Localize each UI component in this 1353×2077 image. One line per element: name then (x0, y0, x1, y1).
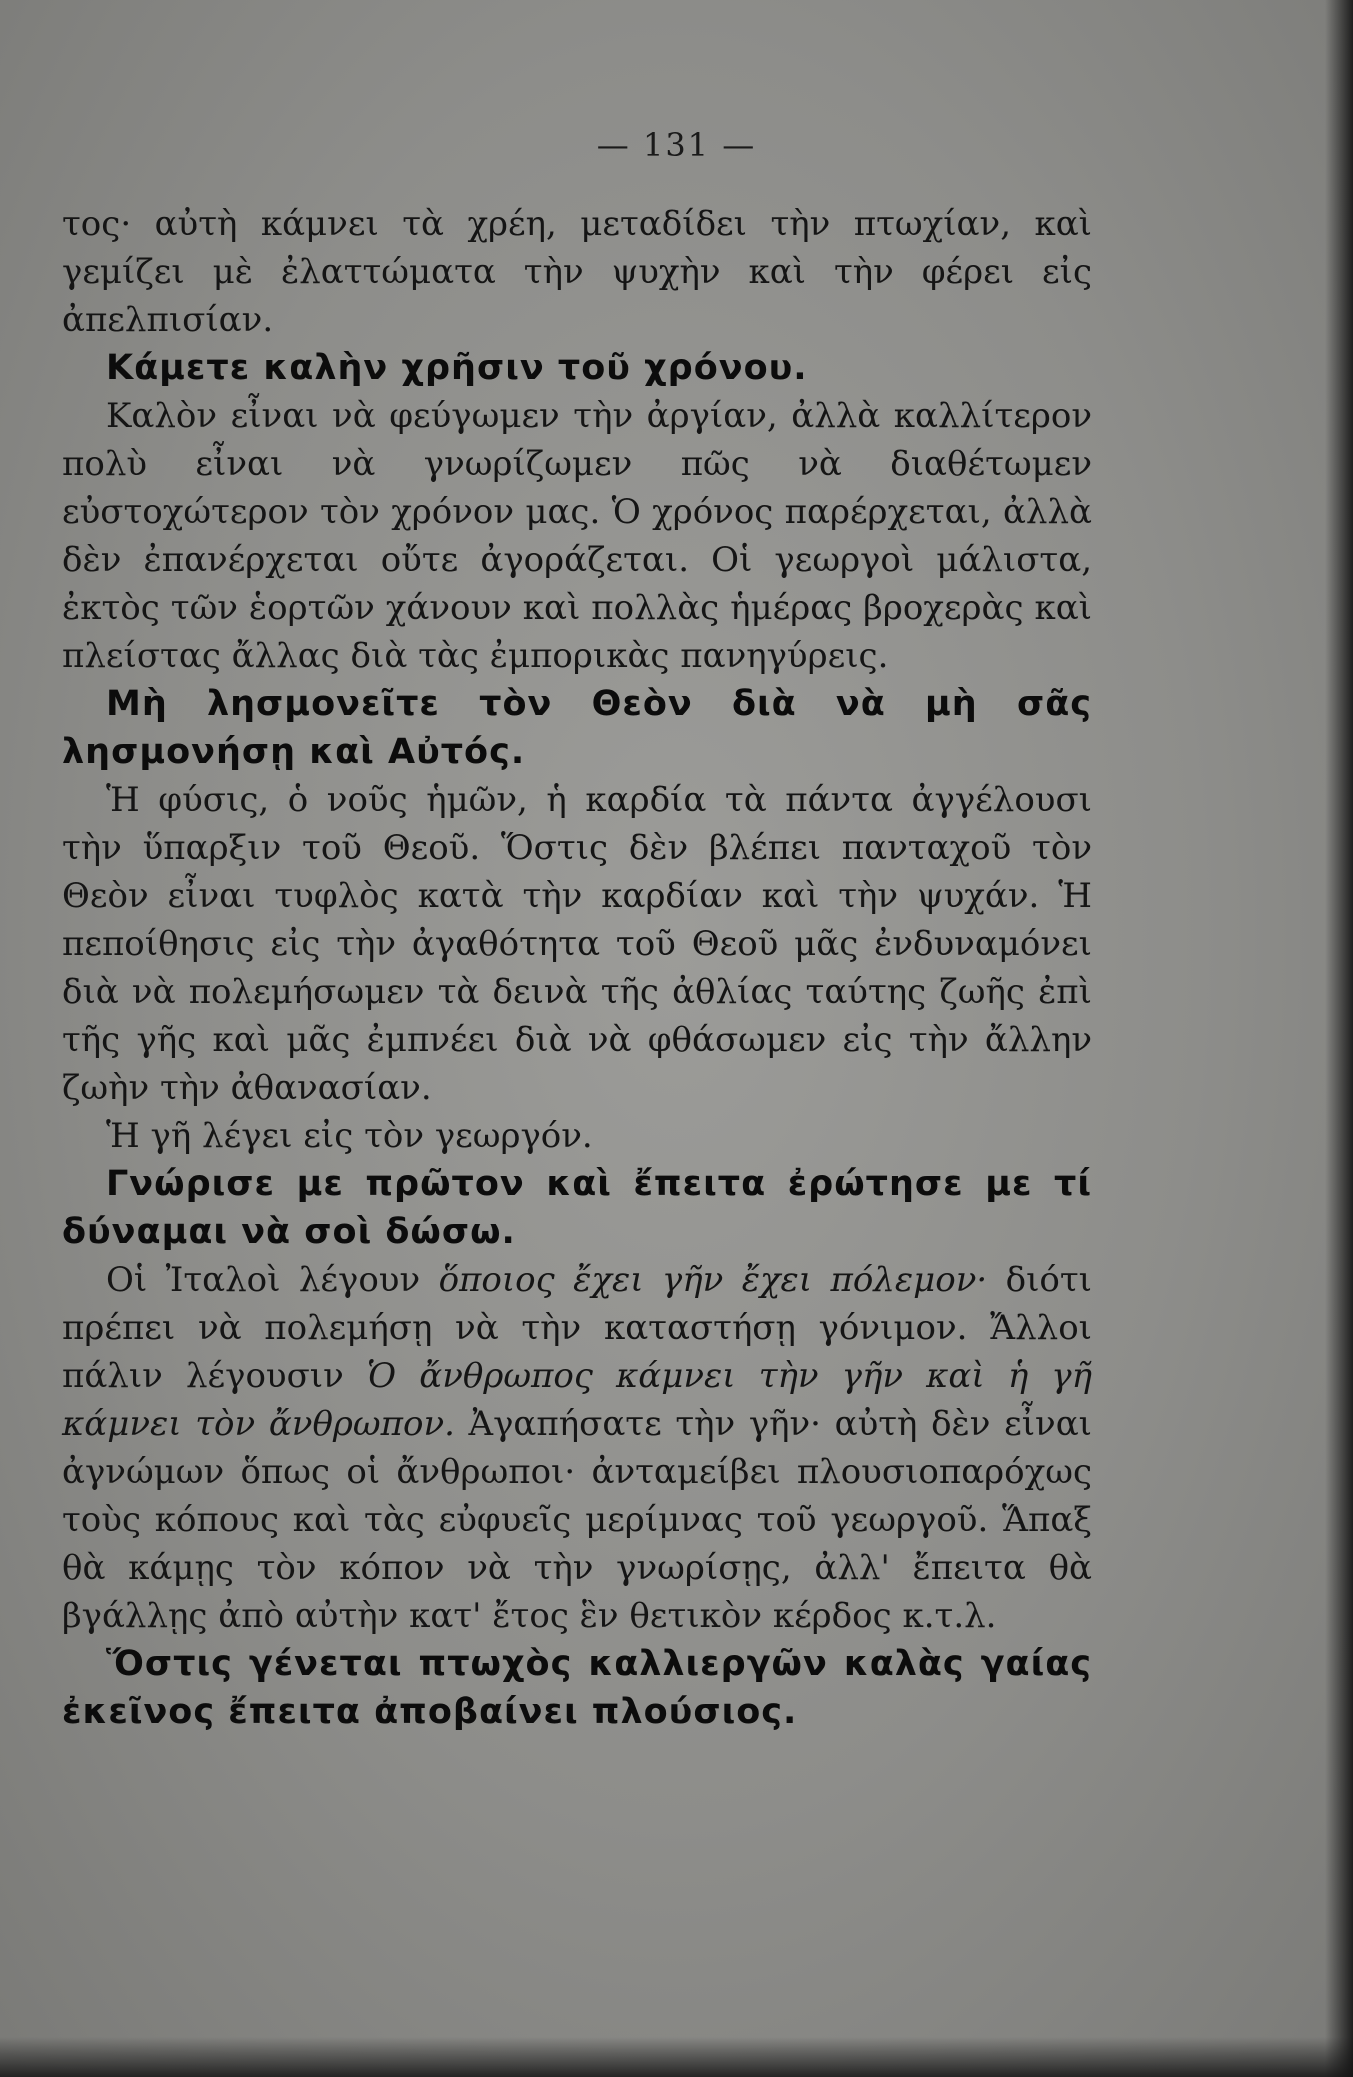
page-number: — 131 — (596, 126, 757, 164)
heading-remember-god: Μὴ λησμονεῖτε τὸν Θεὸν διὰ νὰ μὴ σᾶς λησμονήσῃ καὶ Αὐτός. (62, 684, 1092, 772)
scan-edge-shadow (1325, 0, 1353, 2077)
paragraph-5-quote-2: Ὁ ἄνθρωπος κάμνει τὴν γῆν καὶ ἡ γῆ κάμνει τὸν ἄνθρωπον. (62, 1356, 1092, 1444)
paragraph-1: τος· αὐτὴ κάμνει τὰ χρέη, μεταδίδει τὴν πτωχίαν, καὶ γεμίζει μὲ ἐλαττώματα τὴν ψυχὴν καὶ τὴν φέρει εἰς ἀπελπισίαν. (62, 204, 1092, 340)
heading-poor-farmer: Ὅστις γένεται πτωχὸς καλλιεργῶν καλὰς γαίας ἐκεῖνος ἔπειτα ἀποβαίνει πλούσιος. (62, 1644, 1092, 1732)
paragraph-5 (62, 1256, 1092, 1640)
heading-know-me-first: Γνώρισε με πρῶτον καὶ ἔπειτα ἐρώτησε με τί δύναμαι νὰ σοὶ δώσω. (62, 1164, 1092, 1252)
paragraph-5-text-c: Ἀγαπήσατε τὴν γῆν· αὐτὴ δὲν εἶναι ἀγνώμων ὅπως οἱ ἄνθρωποι· ἀνταμείβει πλουσιοπαρόχως τοὺς κόπους καὶ τὰς εὐφυεῖς μερίμνας τοῦ γεωργοῦ. Ἅπαξ θὰ κάμῃς τὸν κόπον νὰ τὴν γνωρίσῃς, ἀλλ' ἔπειτα θὰ βγάλλῃς ἀπὸ αὐτὴν κατ' ἔτος ἓν θετικὸν κέρδος κ.τ.λ. (62, 1404, 1092, 1636)
paragraph-3: Ἡ φύσις, ὁ νοῦς ἡμῶν, ἡ καρδία τὰ πάντα ἀγγέλουσι τὴν ὕπαρξιν τοῦ Θεοῦ. Ὅστις δὲν βλέπει πανταχοῦ τὸν Θεὸν εἶναι τυφλὸς κατὰ τὴν καρδίαν καὶ τὴν ψυχάν. Ἡ πεποίθησις εἰς τὴν ἀγαθότητα τοῦ Θεοῦ μᾶς ἐνδυναμόνει διὰ νὰ πολεμήσωμεν τὰ δεινὰ τῆς ἀθλίας ταύτης ζωῆς ἐπὶ τῆς γῆς καὶ μᾶς ἐμπνέει διὰ νὰ φθάσωμεν εἰς τὴν ἄλλην ζωὴν τὴν ἀθανασίαν. (62, 780, 1092, 1108)
page-body (62, 200, 1092, 1736)
heading-use-of-time: Κάμετε καλὴν χρῆσιν τοῦ χρόνου. (106, 348, 808, 388)
scan-bottom-shadow (0, 2037, 1353, 2077)
paragraph-2: Καλὸν εἶναι νὰ φεύγωμεν τὴν ἀργίαν, ἀλλὰ καλλίτερον πολὺ εἶναι νὰ γνωρίζωμεν πῶς νὰ διαθέτωμεν εὐστοχώτερον τὸν χρόνον μας. Ὁ χρόνος παρέρχεται, ἀλλὰ δὲν ἐπανέρχεται οὔτε ἀγοράζεται. Οἱ γεωργοὶ μάλιστα, ἐκτὸς τῶν ἑορτῶν χάνουν καὶ πολλὰς ἡμέρας βροχερὰς καὶ πλείστας ἄλλας διὰ τὰς ἐμπορικὰς πανηγύρεις. (62, 396, 1092, 676)
paragraph-5-text-b: διότι πρέπει νὰ πολεμήσῃ νὰ τὴν καταστήσῃ γόνιμον. Ἄλλοι πάλιν λέγουσιν (62, 1260, 1093, 1396)
paragraph-5-quote-1: ὅποιος ἔχει γῆν ἔχει πόλεμον· (438, 1260, 988, 1300)
paragraph-5-text-a: Οἱ Ἰταλοὶ λέγουν (106, 1260, 439, 1300)
paragraph-4: Ἡ γῆ λέγει εἰς τὸν γεωργόν. (106, 1116, 593, 1156)
